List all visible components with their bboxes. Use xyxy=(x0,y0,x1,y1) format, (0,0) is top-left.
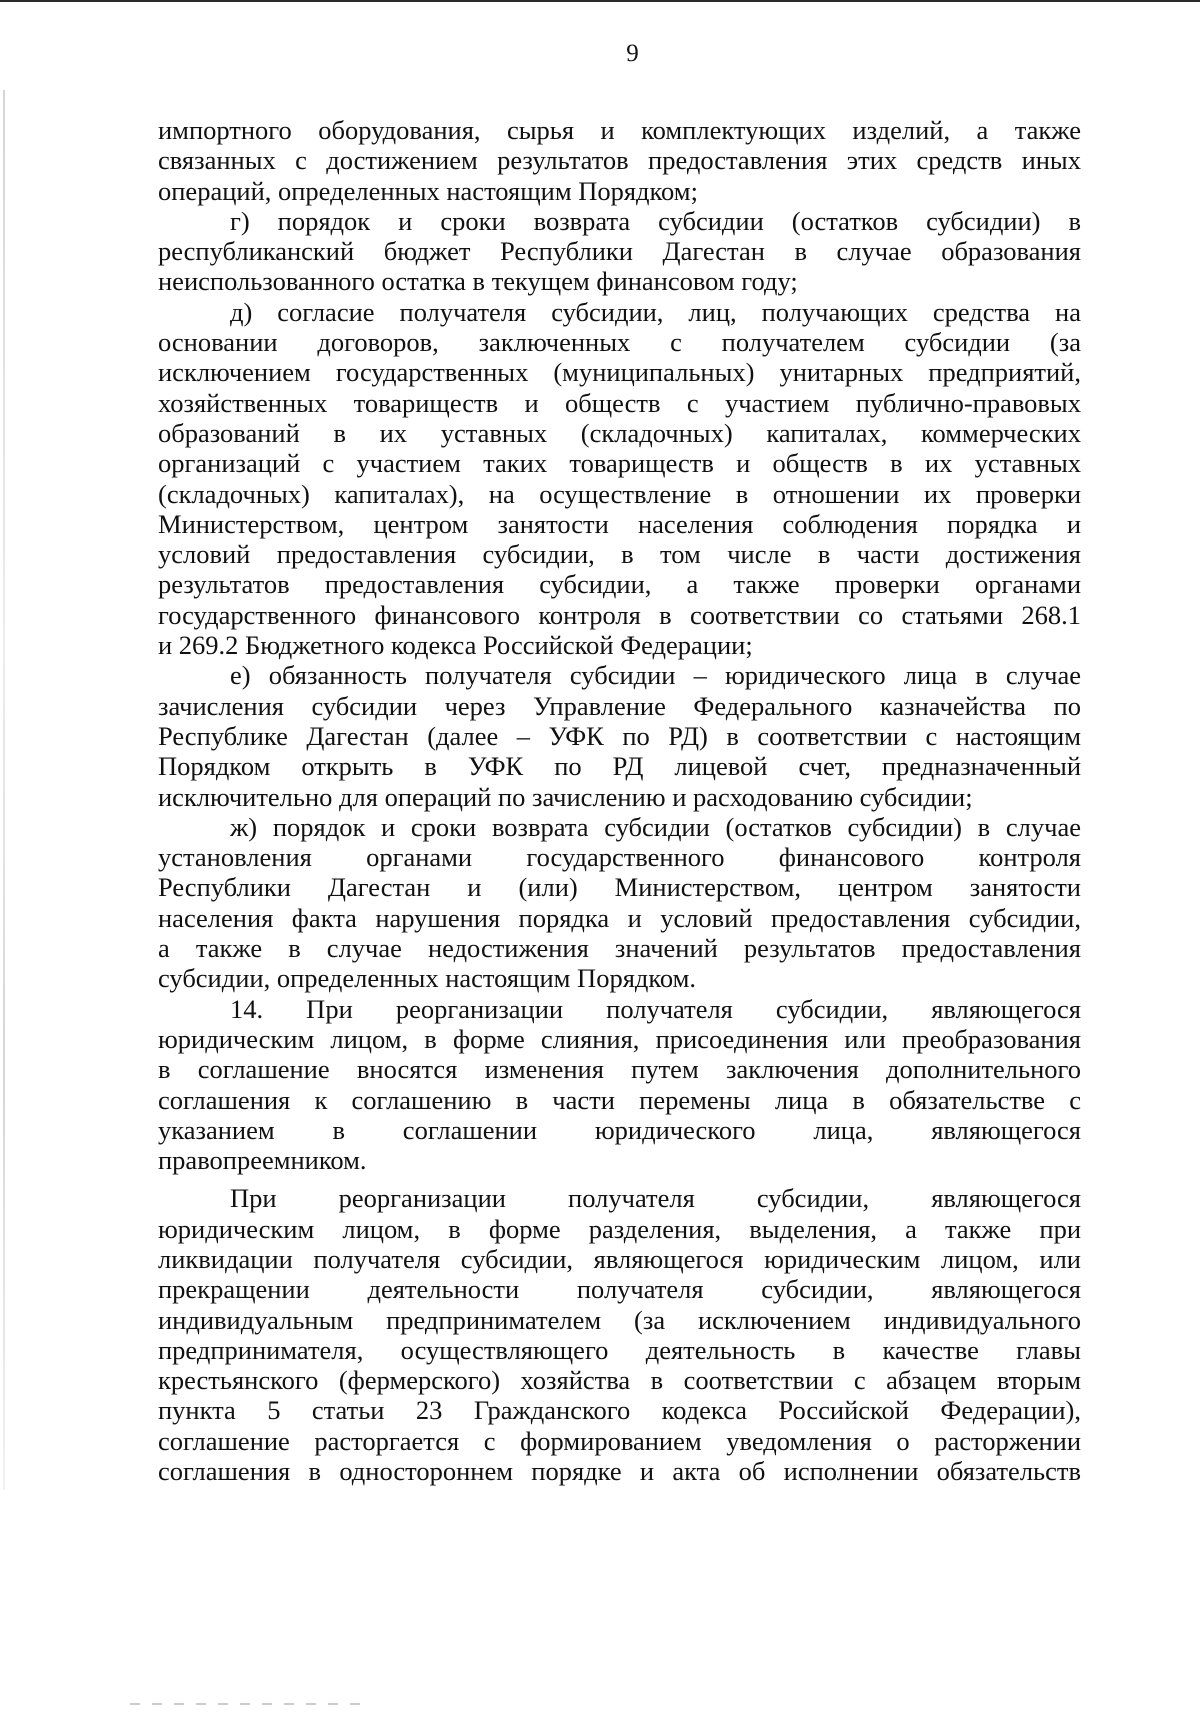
text-line: индивидуальным предпринимателем (за исключением индивидуального xyxy=(158,1304,1081,1335)
text-line: а также в случае недостижения значений результатов предоставления xyxy=(158,933,1081,964)
text-line: крестьянского (фермерского) хозяйства в соответствии с абзацем вторым xyxy=(158,1365,1081,1396)
text-line: республиканский бюджет Республики Дагестан в случае образования xyxy=(158,236,1081,267)
text-line: государственного финансового контроля в соответствии со статьями 268.1 xyxy=(158,599,1081,630)
text-line: соглашения к соглашению в части перемены лица в обязательстве с xyxy=(158,1084,1081,1115)
text-line: указанием в соглашении юридического лица, являющегося xyxy=(158,1114,1081,1145)
text-line: соглашения в одностороннем порядке и акта об исполнении обязательств xyxy=(158,1456,1081,1487)
text-line: зачисления субсидии через Управление Федерального казначейства по xyxy=(158,690,1081,721)
scan-edge-top xyxy=(0,0,1200,2)
text-line: условий предоставления субсидии, в том числе в части достижения xyxy=(158,539,1081,570)
text-line: юридическим лицом, в форме слияния, присоединения или преобразования xyxy=(158,1023,1081,1054)
document-body xyxy=(158,115,1081,1486)
text-line: (складочных) капиталах), на осуществление в отношении их проверки xyxy=(158,478,1081,509)
text-line: операций, определенных настоящим Порядком; xyxy=(158,175,698,206)
paragraph-gap xyxy=(158,1175,1081,1183)
text-line: ликвидации получателя субсидии, являющегося юридическим лицом, или xyxy=(158,1243,1081,1274)
text-line: организаций с участием таких товариществ и обществ в их уставных xyxy=(158,448,1081,479)
text-line: 14. При реорганизации получателя субсидии, являющегося xyxy=(230,993,1081,1024)
text-line: в соглашение вносятся изменения путем заключения дополнительного xyxy=(158,1054,1081,1085)
text-line: г) порядок и сроки возврата субсидии (остатков субсидии) в xyxy=(230,205,1081,236)
text-line: правопреемником. xyxy=(158,1145,367,1176)
text-line: Республике Дагестан (далее – УФК по РД) в соответствии с настоящим xyxy=(158,720,1081,751)
text-line: установления органами государственного финансового контроля xyxy=(158,842,1081,873)
text-line: пункта 5 статьи 23 Гражданского кодекса Российской Федерации), xyxy=(158,1395,1081,1426)
text-line: результатов предоставления субсидии, а также проверки органами xyxy=(158,569,1081,600)
text-line: и 269.2 Бюджетного кодекса Российской Федерации; xyxy=(158,630,753,661)
text-line: Министерством, центром занятости населения соблюдения порядка и xyxy=(158,508,1081,539)
text-line: ж) порядок и сроки возврата субсидии (остатков субсидии) в случае xyxy=(230,811,1081,842)
text-line: хозяйственных товариществ и обществ с участием публично-правовых xyxy=(158,387,1081,418)
text-line: основании договоров, заключенных с получателем субсидии (за xyxy=(158,327,1081,358)
text-line: д) согласие получателя субсидии, лиц, получающих средства на xyxy=(230,296,1081,327)
text-line: соглашение расторгается с формированием уведомления о расторжении xyxy=(158,1425,1081,1456)
page-number: 9 xyxy=(626,40,639,67)
text-line: связанных с достижением результатов предоставления этих средств иных xyxy=(158,145,1081,176)
text-line: субсидии, определенных настоящим Порядком. xyxy=(158,963,697,994)
text-line: неиспользованного остатка в текущем финансовом году; xyxy=(158,266,798,297)
text-line: Республики Дагестан и (или) Министерством, центром занятости xyxy=(158,872,1081,903)
text-line: Порядком открыть в УФК по РД лицевой счет, предназначенный xyxy=(158,751,1081,782)
scan-footer-artifact xyxy=(130,1703,360,1705)
text-line: е) обязанность получателя субсидии – юридического лица в случае xyxy=(230,660,1081,691)
text-line: юридическим лицом, в форме разделения, выделения, а также при xyxy=(158,1213,1081,1244)
text-line: населения факта нарушения порядка и условий предоставления субсидии, xyxy=(158,902,1081,933)
text-line: импортного оборудования, сырья и комплектующих изделий, а также xyxy=(158,115,1081,145)
text-line: исключением государственных (муниципальных) унитарных предприятий, xyxy=(158,357,1081,388)
scan-edge-left xyxy=(3,90,5,1490)
text-line: прекращении деятельности получателя субсидии, являющегося xyxy=(158,1274,1081,1305)
text-line: При реорганизации получателя субсидии, являющегося xyxy=(230,1183,1081,1214)
text-line: предпринимателя, осуществляющего деятельность в качестве главы xyxy=(158,1334,1081,1365)
text-line: исключительно для операций по зачислению и расходованию субсидии; xyxy=(158,781,973,812)
text-line: образований в их уставных (складочных) капиталах, коммерческих xyxy=(158,417,1081,448)
